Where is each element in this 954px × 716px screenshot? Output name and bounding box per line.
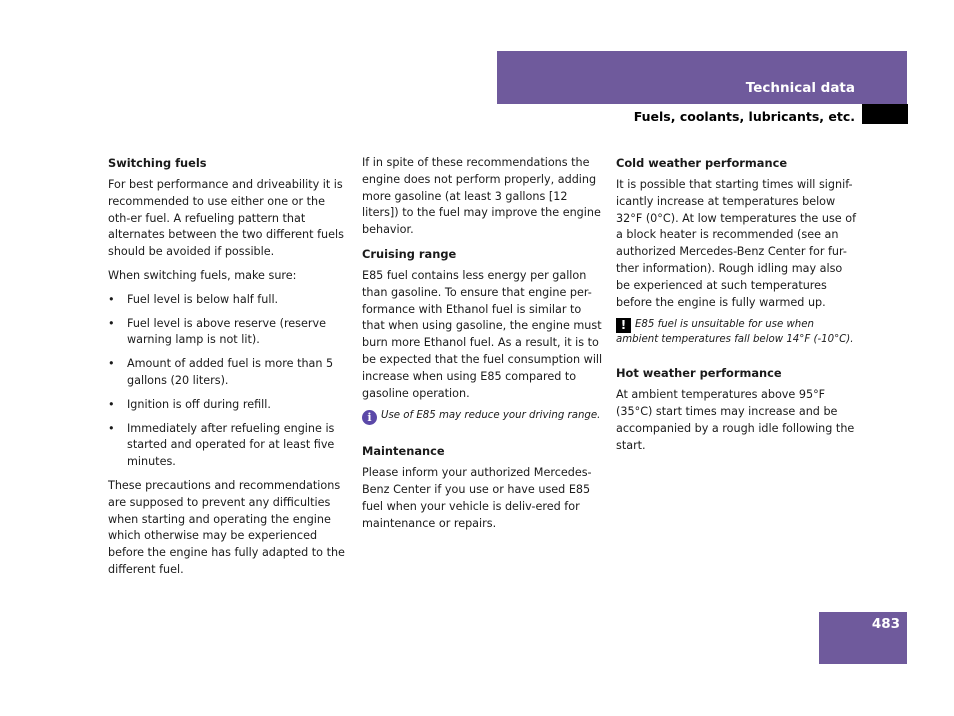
warning-note-text: E85 fuel is unsuitable for use when ambient temperatures fall below 14°F (-10°C). [616,319,854,346]
switching-fuels-heading: Switching fuels [108,156,207,170]
warning-note [616,318,858,347]
page-number: 483 [871,616,900,632]
hot-weather-paragraph: At ambient temperatures above 95°F (35°C) start times may increase and be accompanied by a rough idle following the start. [616,388,855,452]
checklist-item: • Ignition is off during refill. [108,397,350,414]
switching-checklist [108,292,350,471]
switching-fuels-paragraph: For best performance and driveability it is recommended to use either one or the oth-er fuel. A refueling pattern that alternates between the two different fuels should be avoided if possible. [108,178,344,259]
gasoline-advice-paragraph: If in spite of these recommendations the engine does not perform properly, adding more gasoline (at least 3 gallons [12 liters]) to the fuel may improve the engine behavior. [362,156,601,237]
section-title: Technical data [745,80,855,96]
info-note [362,409,604,425]
maintenance-heading: Maintenance [362,444,445,459]
checklist-item: • Fuel level is below half full. [108,292,350,309]
cruising-range-heading: Cruising range [362,246,457,261]
cruising-range-paragraph: E85 fuel contains less energy per gallon than gasoline. To ensure that engine per-formance with Ethanol fuel is similar to that when using gasoline, the engine must burn more Ethanol fuel. As a result, it is to be expected that the fuel consumption will increase when using E85 compared to gasoline operation. [362,268,603,400]
info-icon: i [362,410,377,425]
precautions-paragraph: These precautions and recommendations are supposed to prevent any difficulties when starting and operating the engine which otherwise may be experienced before the engine has fully adapted to the different fuel. [108,478,345,576]
hot-weather-heading: Hot weather performance [616,366,782,381]
column-2 [362,155,604,540]
warning-icon: ! [616,318,631,333]
checklist-item: • Fuel level is above reserve (reserve warning lamp is not lit). [108,316,350,350]
switching-checklist-intro: When switching fuels, make sure: [108,268,297,282]
section-tab-marker [862,104,908,124]
cold-weather-paragraph: It is possible that starting times will signif-icantly increase at temperatures below 32°F (0°C). At low temperatures the use of a block heater is recommended (see an authorized Mercedes-Benz Center for fur-ther information). Rough idling may also be experienced at such temperatures before the engine is fully warmed up. [616,178,857,309]
maintenance-paragraph: Please inform your authorized Mercedes-Benz Center if you use or have used E85 fuel when your vehicle is deliv-ered for maintenance or repairs. [362,466,592,530]
header-band [497,51,907,104]
cold-weather-heading: Cold weather performance [616,156,788,170]
column-3 [616,155,858,462]
checklist-item: • Amount of added fuel is more than 5 gallons (20 liters). [108,356,350,390]
checklist-item: • Immediately after refueling engine is started and operated for at least five minutes. [108,421,350,471]
sub-title: Fuels, coolants, lubricants, etc. [633,109,855,124]
info-note-text: Use of E85 may reduce your driving range. [381,410,601,422]
column-1 [108,155,350,586]
